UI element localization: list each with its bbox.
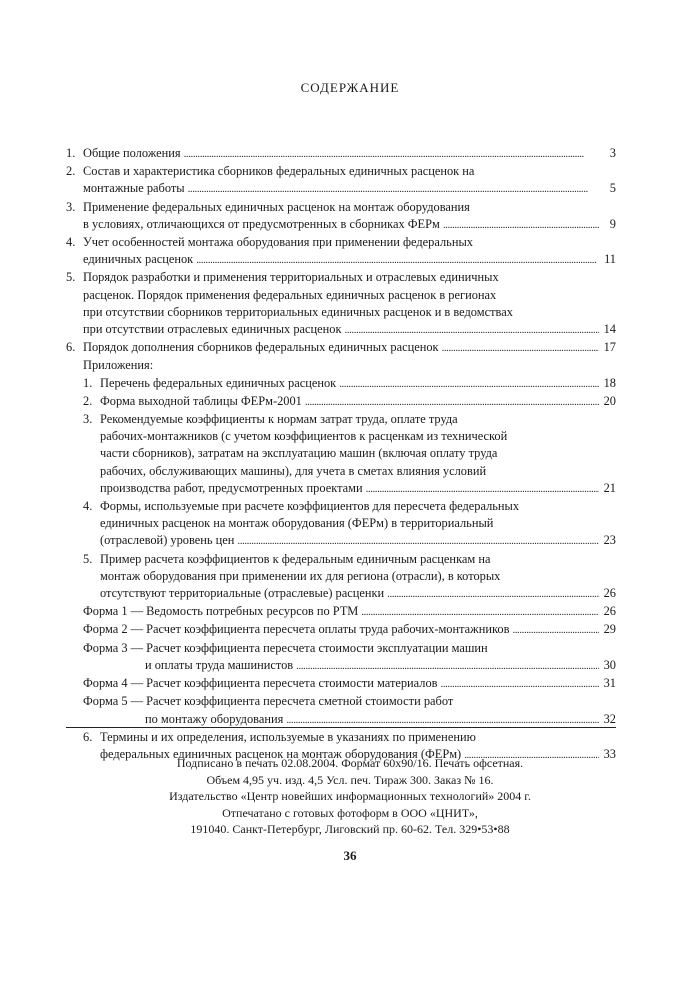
toc-entry-text: Форма выходной таблицы ФЕРм-2001 — [100, 393, 302, 408]
toc-entry-body — [83, 269, 616, 339]
toc-entry-page: 14 — [603, 322, 616, 337]
toc-entry-last-line — [83, 216, 616, 234]
toc-entry-body — [83, 163, 616, 198]
appendix-entry — [83, 498, 616, 551]
toc-entry-text: производства работ, предусмотренных проектами — [100, 480, 363, 495]
imprint-line: Подписано в печать 02.08.2004. Формат 60х90/16. Печать офсетная. — [176, 756, 524, 770]
imprint-line: Издательство «Центр новейших информационных технологий» 2004 г. — [169, 789, 531, 803]
form-entry — [83, 603, 616, 621]
toc-entry-number: 1. — [83, 375, 93, 390]
toc-entry-page: 3 — [609, 146, 616, 160]
toc-entry — [66, 339, 616, 357]
toc-entry-text: при отсутствии отраслевых единичных расценок — [83, 322, 342, 337]
toc-entry-page: 26 — [603, 604, 616, 619]
toc-entry-text: Общие положения — [83, 146, 181, 160]
toc-entry-page: 17 — [603, 340, 616, 355]
toc-entry-number: 1. — [66, 146, 76, 160]
toc-entry-text: Пример расчета коэффициентов к федеральным единичным расценкам на — [100, 551, 491, 566]
toc-entry-body — [83, 693, 616, 728]
dot-leader — [305, 393, 599, 411]
toc-entry-last-line — [83, 621, 616, 639]
toc-entry-text: Перечень федеральных единичных расценок — [100, 375, 337, 390]
toc-entry-last-line — [83, 657, 616, 675]
toc-entry-text: Форма 2 — Расчет коэффициента пересчета оплаты труда рабочих-монтажников — [83, 622, 510, 637]
toc-entry-body — [83, 640, 616, 675]
dot-leader — [387, 585, 599, 603]
toc-entry — [66, 145, 616, 163]
imprint-line: 191040. Санкт-Петербург, Лиговский пр. 60-62. Тел. 329•53•88 — [190, 822, 510, 836]
toc-entry-page: 11 — [604, 252, 616, 267]
toc-entry-body — [83, 234, 616, 269]
appendix-entry — [83, 411, 616, 498]
dot-leader — [345, 321, 599, 339]
toc-entry-number: 2. — [66, 164, 76, 179]
page-title: СОДЕРЖАНИЕ — [300, 80, 400, 95]
toc-entry-text: в условиях, отличающихся от предусмотренных в сборниках ФЕРм — [83, 216, 440, 231]
toc-entry-text: Форма 1 — Ведомость потребных ресурсов по РТМ — [83, 604, 359, 619]
imprint-line: Отпечатано с готовых фотоформ в ООО «ЦНИТ», — [222, 805, 478, 820]
toc-entry-number: 2. — [83, 393, 93, 408]
toc-entry-last-line — [100, 585, 616, 603]
toc-entry-body — [83, 339, 616, 357]
imprint-block — [0, 755, 700, 838]
toc-entry-text: отсутствуют территориальные (отраслевые) расценки — [100, 586, 385, 601]
dot-leader — [196, 251, 599, 269]
dot-leader — [442, 339, 599, 357]
toc-entry-page: 29 — [603, 622, 616, 637]
toc-entry-page: 20 — [603, 393, 616, 408]
toc-entry-body — [83, 621, 616, 639]
dot-leader — [296, 657, 599, 675]
toc-entry-page: 26 — [603, 586, 616, 601]
toc-entry-text: Форма 5 — Расчет коэффициента пересчета сметной стоимости работ — [83, 694, 454, 709]
toc-entry-text: Состав и характеристика сборников федеральных единичных расценок на — [83, 164, 475, 179]
dot-leader — [512, 621, 599, 639]
toc-entry-body — [100, 393, 616, 411]
toc-entry-page: 18 — [603, 375, 616, 390]
form-entry — [83, 621, 616, 639]
toc-entry-number: 4. — [66, 235, 76, 250]
toc-entry-number: 3. — [83, 412, 93, 427]
toc-entry-text: монтаж оборудования при применении их для региона (отрасли), в которых — [100, 568, 501, 583]
toc-entry-page: 33 — [603, 746, 616, 761]
toc-entry-text: и оплаты труда машинистов — [145, 657, 294, 672]
toc-entry-last-line — [83, 321, 616, 339]
divider — [66, 727, 616, 728]
imprint-line: Объем 4,95 уч. изд. 4,5 Усл. печ. Тираж 300. Заказ № 16. — [206, 772, 494, 787]
toc-entry-body — [100, 551, 616, 604]
toc-entry-last-line — [100, 375, 616, 393]
toc-entry — [66, 199, 616, 234]
toc-entry-text: (отраслевой) уровень цен — [100, 533, 235, 548]
toc-entry-text: Порядок разработки и применения территориальных и отраслевых единичных — [83, 270, 499, 285]
toc-entry — [66, 163, 616, 198]
toc-entry-page: 23 — [603, 533, 616, 548]
toc-entry-text: Форма 4 — Расчет коэффициента пересчета стоимости материалов — [83, 676, 438, 691]
toc-entry-page: 9 — [609, 216, 616, 231]
toc-entry-page: 30 — [603, 657, 616, 672]
appendix-entry — [83, 393, 616, 411]
dot-leader — [361, 603, 599, 621]
toc-entry-page: 5 — [609, 181, 616, 196]
toc-entry-text: при отсутствии сборников территориальных единичных расценок и в ведомствах — [83, 304, 513, 319]
dot-leader — [443, 216, 599, 234]
toc-entry-last-line — [100, 480, 616, 498]
toc-entry-number: 5. — [66, 270, 76, 285]
toc-entry-text: части сборников), затратам на эксплуатацию машин (включая оплату труда — [100, 446, 498, 461]
toc-entry-number: 4. — [83, 499, 93, 514]
appendix-entry — [83, 551, 616, 604]
toc-entry-body — [100, 375, 616, 393]
toc-entry — [66, 234, 616, 269]
dot-leader — [188, 180, 599, 198]
table-of-contents — [66, 145, 616, 764]
toc-entry-text: Рекомендуемые коэффициенты к нормам затрат труда, оплате труда — [100, 412, 458, 427]
toc-entry — [66, 269, 616, 339]
dot-leader — [441, 675, 599, 693]
toc-entry-last-line — [83, 145, 616, 163]
toc-entry-number: 6. — [66, 340, 76, 355]
toc-entry-text: единичных расценок — [83, 252, 194, 267]
toc-entry-page: 21 — [603, 480, 616, 495]
toc-entry-text: единичных расценок на монтаж оборудования (ФЕРм) в территориальный — [100, 516, 494, 531]
toc-entry-text: Формы, используемые при расчете коэффициентов для пересчета федеральных — [100, 499, 520, 514]
form-entry — [83, 640, 616, 675]
form-entry — [83, 693, 616, 728]
dot-leader — [237, 532, 599, 550]
dot-leader — [184, 145, 599, 163]
toc-entry-text: федеральных единичных расценок на монтаж оборудования (ФЕРм) — [100, 746, 462, 761]
toc-entry-last-line — [100, 532, 616, 550]
appendix-entry — [83, 375, 616, 393]
appendix-label — [66, 357, 616, 374]
appendix-label-text: Приложения: — [83, 358, 154, 373]
toc-entry-last-line — [83, 711, 616, 729]
page-number: 36 — [343, 848, 357, 863]
toc-entry-number: 3. — [66, 199, 76, 214]
toc-entry-text: Форма 3 — Расчет коэффициента пересчета стоимости эксплуатации машин — [83, 640, 488, 655]
toc-entry-text: рабочих-монтажников (с учетом коэффициентов к расценкам из технической — [100, 429, 508, 444]
toc-entry-text: Учет особенностей монтажа оборудования при применении федеральных — [83, 235, 473, 250]
toc-entry-text: Применение федеральных единичных расценок на монтаж оборудования — [83, 199, 470, 214]
toc-entry-text: Термины и их определения, используемые в указаниях по применению — [100, 729, 476, 744]
toc-entry-last-line — [83, 251, 616, 269]
toc-entry-text: по монтажу оборудования — [145, 711, 284, 726]
toc-entry-last-line — [100, 393, 616, 411]
toc-entry-last-line — [83, 339, 616, 357]
toc-entry-body — [83, 603, 616, 621]
form-entry — [83, 675, 616, 693]
toc-entry-body — [83, 675, 616, 693]
toc-entry-last-line — [83, 603, 616, 621]
toc-entry-text: рабочих, обслуживающих машины), для учета в сметах влияния условий — [100, 463, 487, 478]
toc-entry-page: 32 — [603, 711, 616, 726]
toc-entry-last-line — [83, 180, 616, 198]
toc-entry-body — [83, 145, 616, 163]
toc-entry-body — [100, 411, 616, 498]
dot-leader — [339, 375, 599, 393]
toc-entry-number: 6. — [83, 729, 93, 744]
toc-entry-body — [83, 199, 616, 234]
toc-entry-body — [100, 498, 616, 551]
toc-entry-text: Порядок дополнения сборников федеральных единичных расценок — [83, 340, 439, 355]
dot-leader — [286, 711, 599, 729]
toc-entry-text: монтажные работы — [83, 181, 185, 196]
toc-entry-last-line — [83, 675, 616, 693]
toc-entry-number: 5. — [83, 551, 93, 566]
dot-leader — [366, 480, 599, 498]
toc-entry-page: 31 — [603, 676, 616, 691]
toc-entry-text: расценок. Порядок применения федеральных единичных расценок в регионах — [83, 287, 497, 302]
